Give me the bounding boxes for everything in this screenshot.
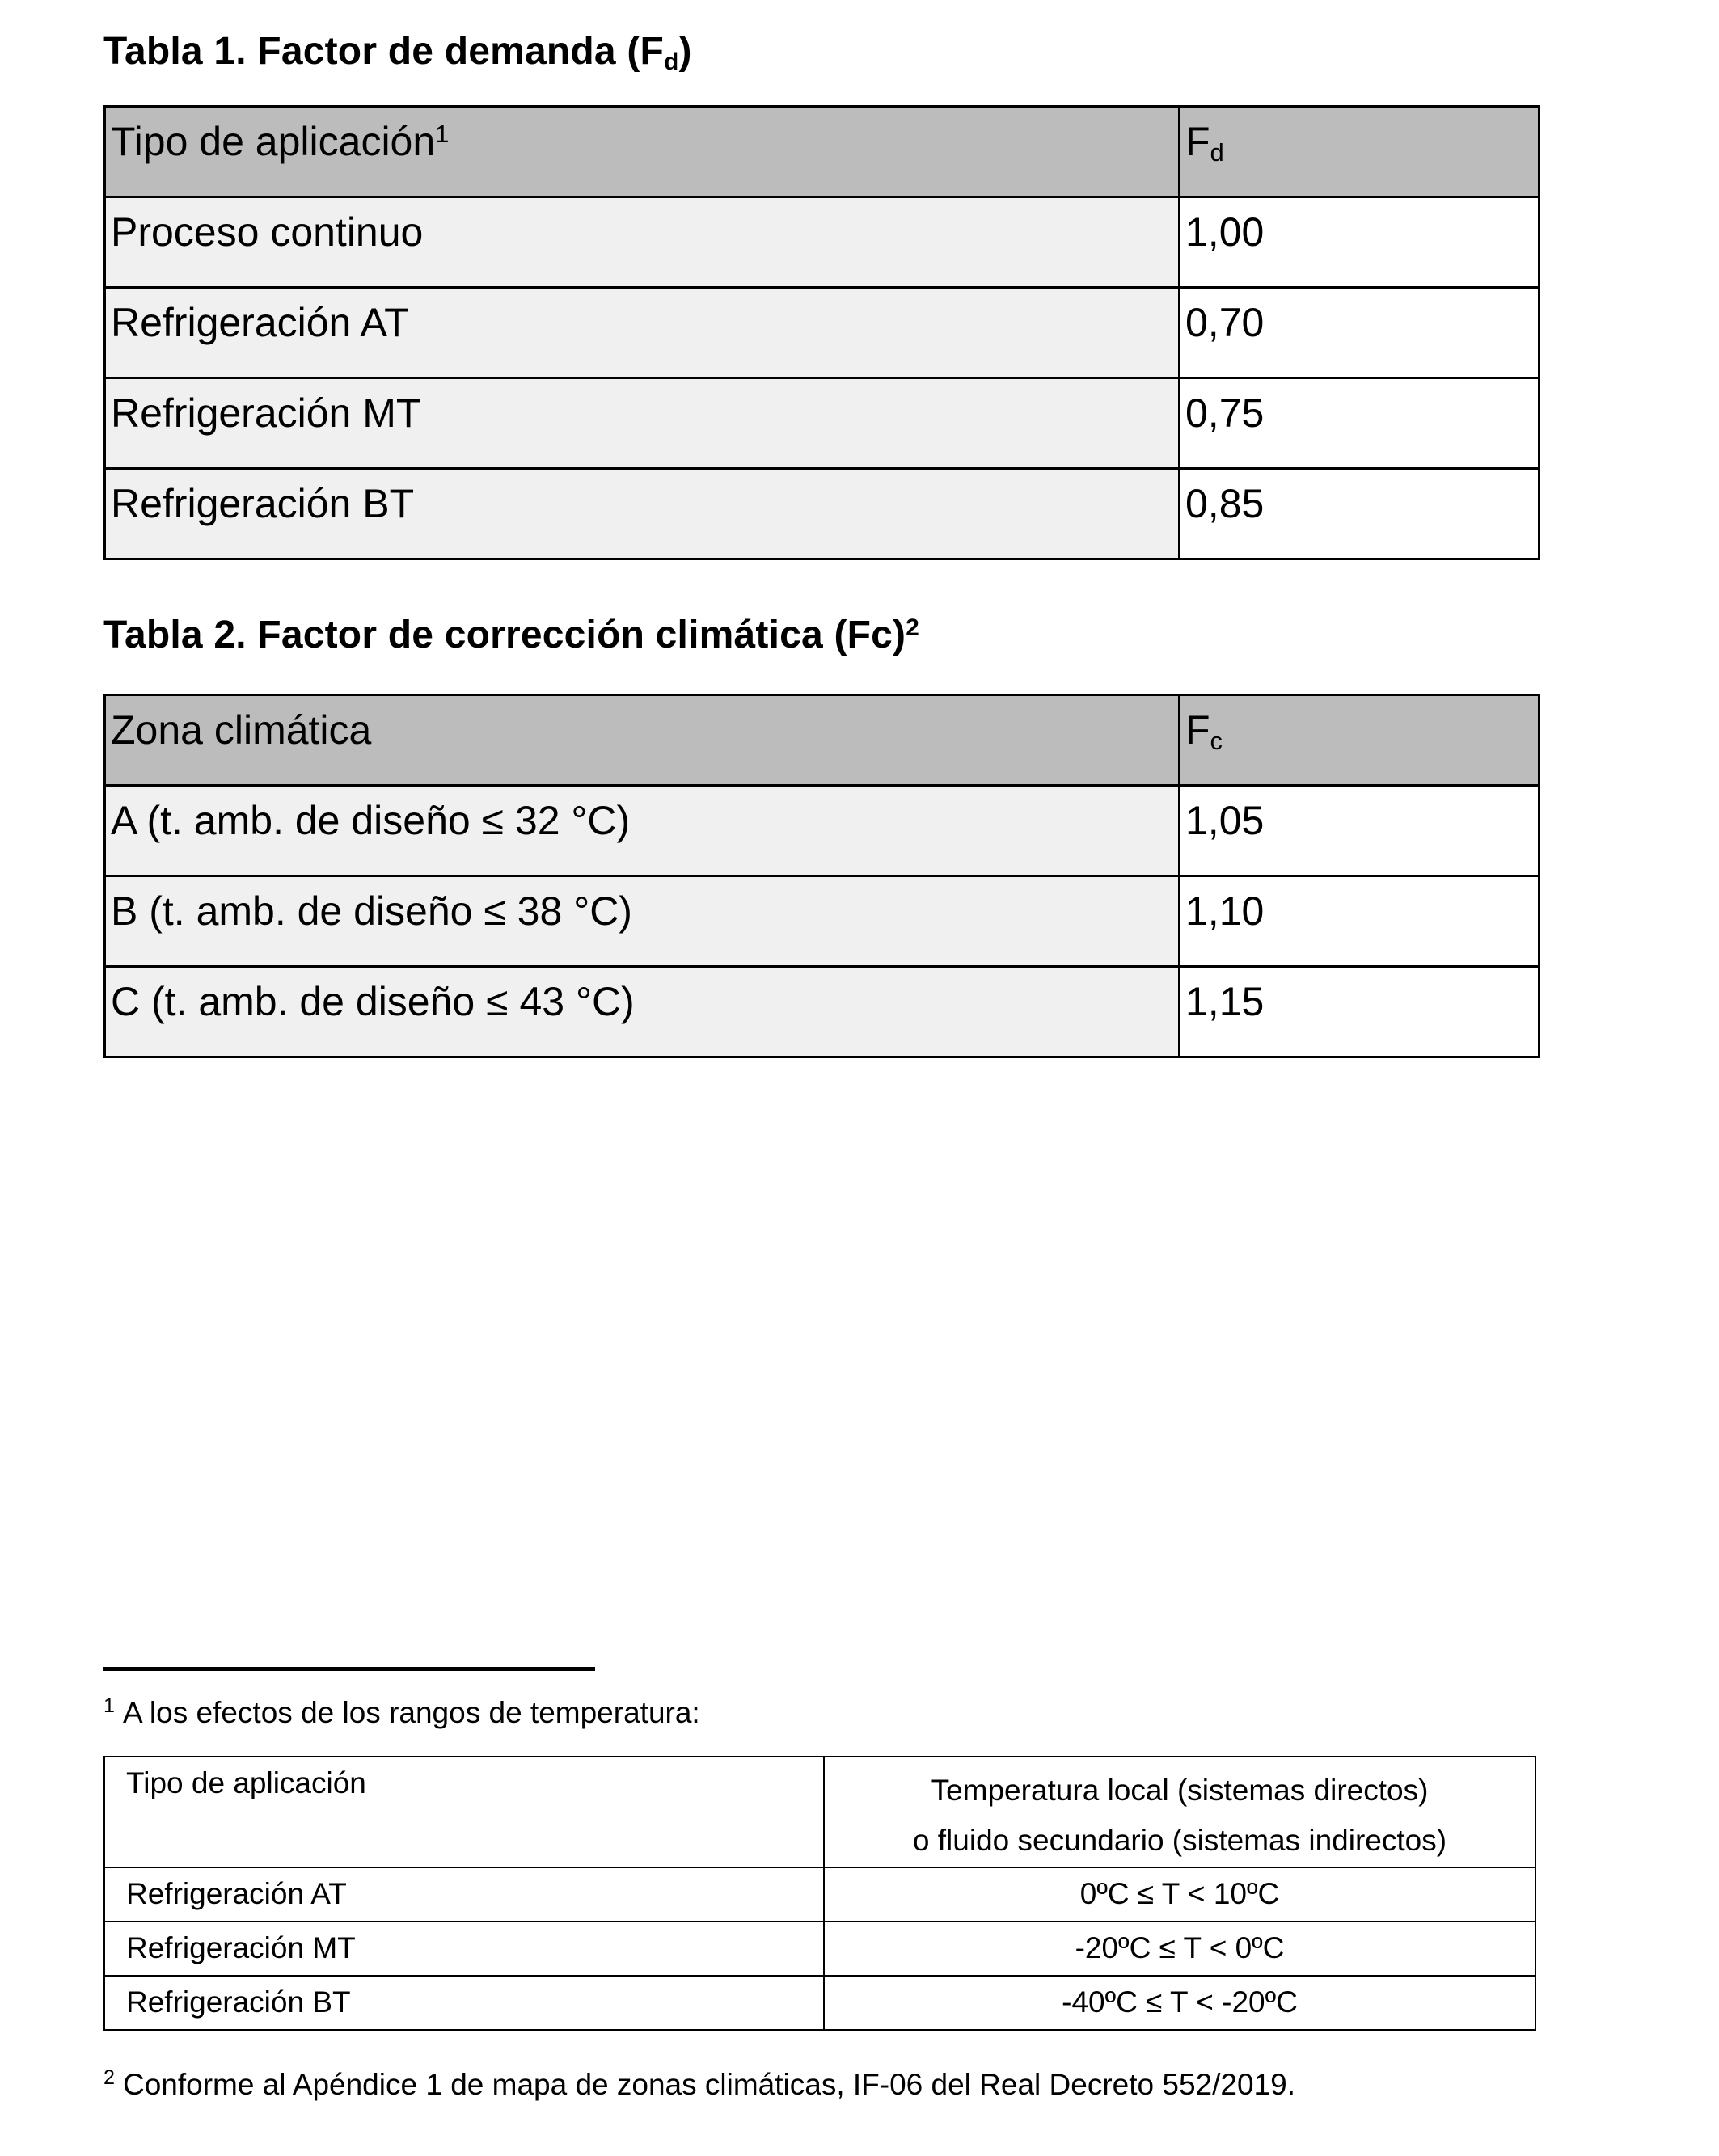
cell-temperature-range: 0ºC ≤ T < 10ºC [824,1867,1535,1922]
cell-application-type: Refrigeración BT [104,1976,824,2030]
footnote-text: Conforme al Apéndice 1 de mapa de zonas climáticas, IF-06 del Real Decreto 552/2019. [123,2068,1295,2101]
table-row [105,876,1539,967]
table1-header-row [105,107,1539,197]
table2-header-climate-zone: Zona climática [105,695,1180,786]
table-row [104,1922,1535,1976]
header-label: F [1185,707,1210,753]
cell-fd-value: 0,85 [1180,469,1539,559]
cell-fc-value: 1,10 [1180,876,1539,967]
cell-fd-value: 0,75 [1180,378,1539,469]
footnote-2 [103,2066,1295,2103]
cell-application-type: Refrigeración AT [105,288,1180,378]
subscript: c [1210,726,1223,755]
header-line: o fluido secundario (sistemas indirectos) [912,1824,1447,1857]
cell-application-type: Proceso continuo [105,197,1180,288]
table-row [105,197,1539,288]
footnote-1 [103,1694,700,1732]
footnote-text: A los efectos de los rangos de temperatura: [123,1696,700,1729]
superscript: 1 [435,119,450,148]
cell-temperature-range: -20ºC ≤ T < 0ºC [824,1922,1535,1976]
subscript: d [1210,137,1224,167]
table-row [104,1867,1535,1922]
footnote-separator [103,1667,595,1671]
table2-header-row [105,695,1539,786]
footnote-table-temperature-ranges [103,1756,1536,2031]
cell-fc-value: 1,05 [1180,786,1539,876]
cell-fc-value: 1,15 [1180,967,1539,1057]
table1-header-fd [1180,107,1539,197]
header-label: F [1185,119,1210,164]
table2-header-fc [1180,695,1539,786]
cell-fd-value: 1,00 [1180,197,1539,288]
header-line: Temperatura local (sistemas directos) [931,1774,1429,1807]
table-row [105,786,1539,876]
cell-climate-zone: B (t. amb. de diseño ≤ 38 °C) [105,876,1180,967]
cell-application-type: Refrigeración BT [105,469,1180,559]
table2-climate-correction-factor [103,694,1540,1058]
table2-title [103,613,919,657]
cell-climate-zone: C (t. amb. de diseño ≤ 43 °C) [105,967,1180,1057]
cell-climate-zone: A (t. amb. de diseño ≤ 32 °C) [105,786,1180,876]
subscript: d [664,48,679,75]
footnote-table-header-row [104,1757,1535,1867]
table2-title-text: Tabla 2. Factor de corrección climática (Fc) [103,614,906,656]
table1-demand-factor [103,105,1540,560]
table-row [105,288,1539,378]
table-row [104,1976,1535,2030]
table1-title-text: Tabla 1. Factor de demanda (F [103,30,665,73]
cell-fd-value: 0,70 [1180,288,1539,378]
footnote-marker: 1 [103,1694,115,1718]
footnote-marker: 2 [103,2066,115,2090]
footnote-table-header-temperature [824,1757,1535,1867]
table-row [105,469,1539,559]
table1-title-close: ) [678,30,692,73]
cell-application-type: Refrigeración AT [104,1867,824,1922]
table-row [105,967,1539,1057]
table1-title [103,29,692,74]
cell-application-type: Refrigeración MT [104,1922,824,1976]
table1-header-application-type [105,107,1180,197]
superscript: 2 [906,614,919,641]
footnote-table-header-application-type: Tipo de aplicación [104,1757,824,1867]
cell-temperature-range: -40ºC ≤ T < -20ºC [824,1976,1535,2030]
table-row [105,378,1539,469]
header-label: Tipo de aplicación [111,119,436,164]
cell-application-type: Refrigeración MT [105,378,1180,469]
